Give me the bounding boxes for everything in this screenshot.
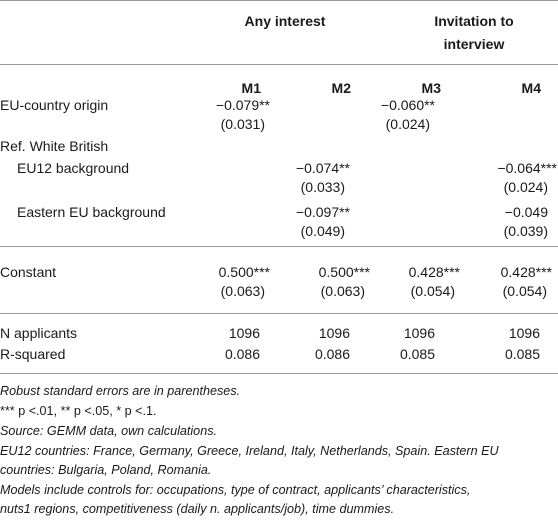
note-robust-se: Robust standard errors are in parentheses. <box>0 384 241 398</box>
row-label-n-applicants: N applicants <box>0 325 78 341</box>
cell-n-m1: 1096 <box>228 325 260 341</box>
group-header-invitation-line1: Invitation to <box>434 13 514 29</box>
cell-constant-m3: 0.428*** <box>408 264 460 280</box>
table-bottom-rule <box>0 373 558 374</box>
cell-constant-m1: 0.500*** <box>218 264 270 280</box>
col-header-m3: M3 <box>421 80 441 96</box>
cell-eu12-m2: −0.074** <box>295 160 350 176</box>
row-label-constant: Constant <box>0 264 57 280</box>
group-header-any-interest: Any interest <box>244 13 326 29</box>
note-source: Source: GEMM data, own calculations. <box>0 424 217 438</box>
cell-n-m4: 1096 <box>508 325 540 341</box>
row-label-reference: Ref. White British <box>0 138 109 154</box>
cell-eu-origin-m1: −0.079** <box>215 97 270 113</box>
note-controls-line2: nuts1 regions, competitiveness (daily n. applicants/job), time dummies. <box>0 502 395 516</box>
cell-r2-m4: 0.085 <box>504 346 540 362</box>
col-header-m4: M4 <box>521 80 541 96</box>
cell-r2-m1: 0.086 <box>224 346 260 362</box>
body-rule <box>0 246 558 247</box>
row-label-r-squared: R-squared <box>0 346 66 362</box>
cell-r2-m3: 0.085 <box>399 346 435 362</box>
cell-constant-m2-se: (0.063) <box>320 283 365 299</box>
col-header-m2: M2 <box>331 80 351 96</box>
cell-eu-origin-m3-se: (0.024) <box>385 116 430 132</box>
row-label-eu12: EU12 background <box>17 160 130 176</box>
note-controls-line1: Models include controls for: occupations, type of contract, applicants’ characteristics, <box>0 483 471 497</box>
cell-eu12-m4: −0.064*** <box>497 160 557 176</box>
col-header-m1: M1 <box>241 80 261 96</box>
cell-eastern-m2-se: (0.049) <box>300 223 345 239</box>
cell-eu12-m2-se: (0.033) <box>300 179 345 195</box>
cell-n-m2: 1096 <box>318 325 350 341</box>
note-significance: *** p <.01, ** p <.05, * p <.1. <box>0 404 157 418</box>
cell-n-m3: 1096 <box>403 325 435 341</box>
header-rule <box>0 64 558 65</box>
cell-constant-m2: 0.500*** <box>318 264 370 280</box>
cell-eu-origin-m1-se: (0.031) <box>220 116 265 132</box>
cell-eu12-m4-se: (0.024) <box>503 179 548 195</box>
cell-constant-m1-se: (0.063) <box>220 283 265 299</box>
note-eu12-line1: EU12 countries: France, Germany, Greece, Ireland, Italy, Netherlands, Spain. Eastern EU <box>0 444 499 458</box>
note-eu12-line2: countries: Bulgaria, Poland, Romania. <box>0 463 212 477</box>
stats-rule <box>0 313 558 314</box>
cell-constant-m4: 0.428*** <box>500 264 552 280</box>
group-header-invitation-line2: interview <box>443 36 505 52</box>
row-label-eastern-eu: Eastern EU background <box>17 204 166 220</box>
cell-eu-origin-m3: −0.060** <box>380 97 435 113</box>
cell-constant-m4-se: (0.054) <box>502 283 547 299</box>
cell-eastern-m2: −0.097** <box>295 204 350 220</box>
row-label-eu-origin: EU-country origin <box>0 97 109 113</box>
cell-eastern-m4-se: (0.039) <box>503 223 548 239</box>
cell-eastern-m4: −0.049 <box>504 204 548 220</box>
cell-r2-m2: 0.086 <box>314 346 350 362</box>
cell-constant-m3-se: (0.054) <box>410 283 455 299</box>
table-top-rule <box>0 0 558 1</box>
